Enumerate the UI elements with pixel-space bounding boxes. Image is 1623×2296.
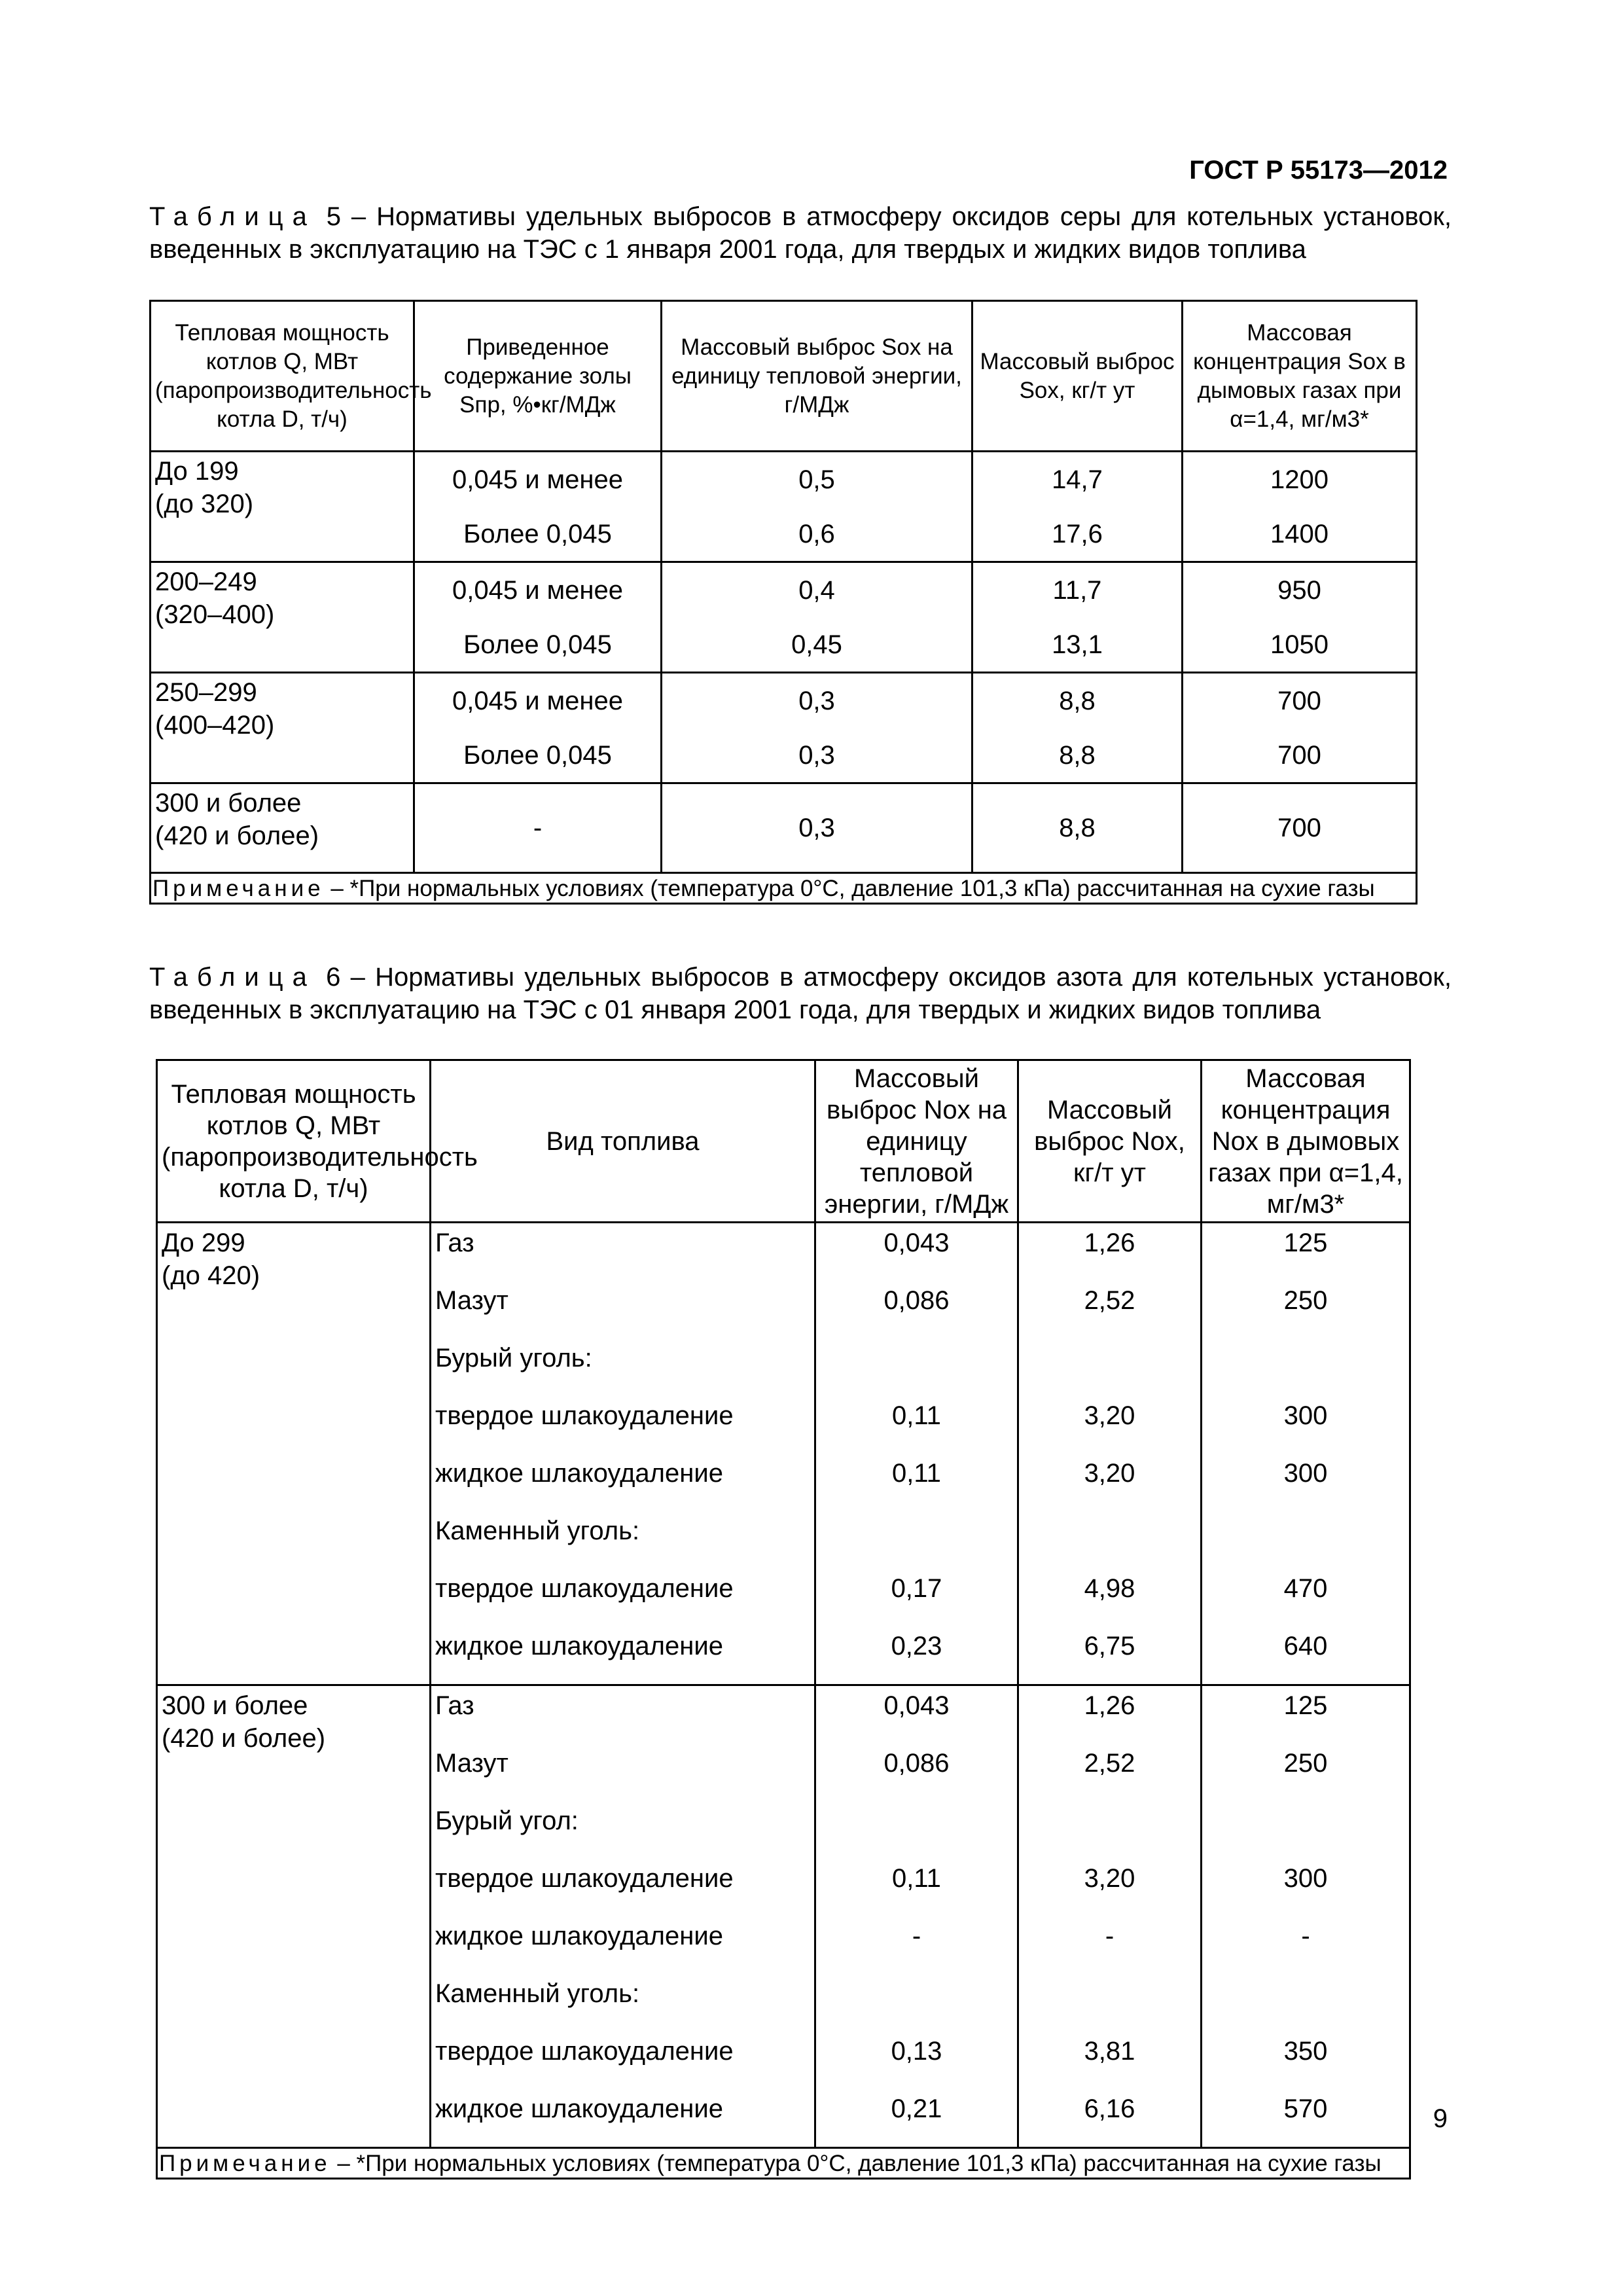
table-cell: Бурый уголь: xyxy=(431,1338,815,1396)
table-cell: 0,045 и менее xyxy=(414,562,662,618)
table-cell: твердое шлакоудаление xyxy=(431,1859,815,1916)
capacity-cell xyxy=(157,1223,431,1685)
note-label: Примечание xyxy=(152,876,325,901)
table5-header: Массовый выброс Sox, кг/т ут xyxy=(972,301,1183,452)
table-cell: 0,5 xyxy=(662,452,972,507)
table-cell: 950 xyxy=(1183,562,1417,618)
table-cell: 700 xyxy=(1183,728,1417,783)
table-cell: - xyxy=(1202,1916,1410,1974)
table5-header: Тепловая мощность котлов Q, МВт (паропроизводительность котла D, т/ч) xyxy=(151,301,414,452)
table5-label: Таблица xyxy=(149,202,316,231)
note-label: Примечание xyxy=(159,2151,331,2176)
table-cell: 8,8 xyxy=(972,728,1183,783)
table-cell: 17,6 xyxy=(972,507,1183,562)
table-cell: 0,043 xyxy=(815,1223,1018,1282)
table-cell: 125 xyxy=(1202,1223,1410,1282)
table5-header: Массовая концентрация Sox в дымовых газах при α=1,4, мг/м3* xyxy=(1183,301,1417,452)
table-cell: - xyxy=(815,1916,1018,1974)
table-cell: Более 0,045 xyxy=(414,507,662,562)
table-cell: жидкое шлакоудаление xyxy=(431,1454,815,1511)
table5-header: Массовый выброс Sox на единицу тепловой энергии, г/МДж xyxy=(662,301,972,452)
table-row xyxy=(151,562,1417,618)
table-row xyxy=(157,1223,1410,1282)
table-cell: 250 xyxy=(1202,1281,1410,1338)
table-cell: Мазут xyxy=(431,1281,815,1338)
table-cell: 3,20 xyxy=(1018,1859,1202,1916)
table-row xyxy=(151,673,1417,728)
capacity-cell xyxy=(157,1685,431,2148)
table-cell: 0,3 xyxy=(662,728,972,783)
table-cell: 1400 xyxy=(1183,507,1417,562)
table-cell: 0,45 xyxy=(662,617,972,673)
table5-title: 5 – Нормативы удельных выбросов в атмосферу оксидов серы для котельных установок, введенных в эксплуатацию на ТЭС с 1 января 2001 года, для твердых и жидких видов топлива xyxy=(149,202,1452,264)
table-cell xyxy=(1018,1338,1202,1396)
table-cell: 350 xyxy=(1202,2032,1410,2089)
table6-caption xyxy=(149,961,1452,1026)
table-cell: 300 xyxy=(1202,1859,1410,1916)
table-cell xyxy=(815,1974,1018,2032)
table-cell: 0,3 xyxy=(662,673,972,728)
standard-number: ГОСТ Р 55173—2012 xyxy=(1189,156,1448,185)
table5-note xyxy=(151,873,1417,904)
table-cell: 0,11 xyxy=(815,1396,1018,1454)
table-cell xyxy=(815,1338,1018,1396)
table-cell: 1200 xyxy=(1183,452,1417,507)
table-cell: Газ xyxy=(431,1685,815,1744)
table-cell: Газ xyxy=(431,1223,815,1282)
table-cell: 0,4 xyxy=(662,562,972,618)
table-cell: 0,045 и менее xyxy=(414,452,662,507)
table-cell: 640 xyxy=(1202,1626,1410,1685)
table6-title: 6 – Нормативы удельных выбросов в атмосферу оксидов азота для котельных установок, введенных в эксплуатацию на ТЭС с 01 января 2001 года, для твердых и жидких видов топлива xyxy=(149,963,1452,1024)
table-cell: 0,13 xyxy=(815,2032,1018,2089)
table-cell: 4,98 xyxy=(1018,1569,1202,1626)
table6-header: Тепловая мощность котлов Q, МВт (паропроизводительность котла D, т/ч) xyxy=(157,1060,431,1223)
capacity-cell xyxy=(151,562,414,673)
table-cell: 1,26 xyxy=(1018,1685,1202,1744)
capacity-line: (320–400) xyxy=(155,600,275,629)
table-cell: жидкое шлакоудаление xyxy=(431,1916,815,1974)
table-cell xyxy=(1018,1801,1202,1859)
table-cell: 0,17 xyxy=(815,1569,1018,1626)
table-cell: 13,1 xyxy=(972,617,1183,673)
capacity-cell xyxy=(151,452,414,562)
capacity-line: (400–420) xyxy=(155,711,275,740)
table6-note xyxy=(157,2148,1410,2179)
capacity-line: (до 420) xyxy=(162,1261,260,1290)
table-cell: 3,20 xyxy=(1018,1454,1202,1511)
table-cell: 8,8 xyxy=(972,673,1183,728)
table6 xyxy=(156,1059,1411,2179)
table-cell: 300 xyxy=(1202,1396,1410,1454)
table-cell: 3,81 xyxy=(1018,2032,1202,2089)
table6-header: Массовая концентрация Nox в дымовых газах при α=1,4, мг/м3* xyxy=(1202,1060,1410,1223)
table-cell: Каменный уголь: xyxy=(431,1511,815,1569)
note-text: – *При нормальных условиях (температура 0°С, давление 101,3 кПа) рассчитанная на сухие газы xyxy=(330,2151,1382,2176)
table-row xyxy=(151,783,1417,873)
capacity-line: До 299 xyxy=(162,1229,245,1257)
capacity-line: 300 и более xyxy=(162,1691,308,1720)
table6-header-row xyxy=(157,1060,1410,1223)
table-cell: 2,52 xyxy=(1018,1281,1202,1338)
capacity-line: До 199 xyxy=(155,457,239,486)
table-cell: 0,086 xyxy=(815,1281,1018,1338)
table-cell: 0,043 xyxy=(815,1685,1018,1744)
table-cell: Более 0,045 xyxy=(414,617,662,673)
capacity-line: (до 320) xyxy=(155,490,254,518)
table5-caption xyxy=(149,200,1452,266)
table6-header: Массовый выброс Nox, кг/т ут xyxy=(1018,1060,1202,1223)
table-cell: 1,26 xyxy=(1018,1223,1202,1282)
table-cell: жидкое шлакоудаление xyxy=(431,1626,815,1685)
table-cell: 2,52 xyxy=(1018,1744,1202,1801)
table-cell: твердое шлакоудаление xyxy=(431,2032,815,2089)
capacity-line: 300 и более xyxy=(155,789,302,817)
table-cell: жидкое шлакоудаление xyxy=(431,2089,815,2148)
capacity-line: 200–249 xyxy=(155,567,257,596)
capacity-line: 250–299 xyxy=(155,678,257,707)
table-cell: 1050 xyxy=(1183,617,1417,673)
table-cell xyxy=(815,1511,1018,1569)
table-cell: Мазут xyxy=(431,1744,815,1801)
table5-header: Приведенное содержание золы Sпр, %•кг/МДж xyxy=(414,301,662,452)
table-cell: Бурый угол: xyxy=(431,1801,815,1859)
table-cell: 570 xyxy=(1202,2089,1410,2148)
table-cell xyxy=(1018,1974,1202,2032)
table-row xyxy=(151,452,1417,507)
table-cell: 0,6 xyxy=(662,507,972,562)
table-cell: 700 xyxy=(1183,783,1417,873)
table-cell: Более 0,045 xyxy=(414,728,662,783)
table-cell: 0,11 xyxy=(815,1454,1018,1511)
table-cell xyxy=(1202,1801,1410,1859)
table-row xyxy=(157,1685,1410,1744)
table-cell: 6,16 xyxy=(1018,2089,1202,2148)
table5 xyxy=(149,300,1418,905)
table6-header: Вид топлива xyxy=(431,1060,815,1223)
capacity-cell xyxy=(151,673,414,783)
table-cell: 0,086 xyxy=(815,1744,1018,1801)
table-cell xyxy=(1018,1511,1202,1569)
table-cell: 0,23 xyxy=(815,1626,1018,1685)
table6-label: Таблица xyxy=(149,963,316,992)
capacity-line: (420 и более) xyxy=(155,821,319,850)
capacity-line: (420 и более) xyxy=(162,1724,326,1753)
note-text: – *При нормальных условиях (температура 0°С, давление 101,3 кПа) рассчитанная на сухие газы xyxy=(324,876,1375,901)
table-cell: Каменный уголь: xyxy=(431,1974,815,2032)
table-cell: твердое шлакоудаление xyxy=(431,1569,815,1626)
table6-header: Массовый выброс Nox на единицу тепловой энергии, г/МДж xyxy=(815,1060,1018,1223)
table-cell: 0,11 xyxy=(815,1859,1018,1916)
table-cell xyxy=(1202,1511,1410,1569)
capacity-cell xyxy=(151,783,414,873)
table-cell: 0,045 и менее xyxy=(414,673,662,728)
table-cell xyxy=(1202,1338,1410,1396)
page-number: 9 xyxy=(1433,2104,1448,2133)
table-cell: 3,20 xyxy=(1018,1396,1202,1454)
table-cell: 250 xyxy=(1202,1744,1410,1801)
table-cell: 0,3 xyxy=(662,783,972,873)
table5-header-row xyxy=(151,301,1417,452)
table-cell xyxy=(1202,1974,1410,2032)
table-cell: 700 xyxy=(1183,673,1417,728)
table-cell: 11,7 xyxy=(972,562,1183,618)
table-cell: 8,8 xyxy=(972,783,1183,873)
table-cell: 14,7 xyxy=(972,452,1183,507)
table-cell xyxy=(815,1801,1018,1859)
table-cell: 125 xyxy=(1202,1685,1410,1744)
table-cell: 0,21 xyxy=(815,2089,1018,2148)
table-cell: - xyxy=(1018,1916,1202,1974)
table-cell: 300 xyxy=(1202,1454,1410,1511)
table-cell: твердое шлакоудаление xyxy=(431,1396,815,1454)
table-cell: 6,75 xyxy=(1018,1626,1202,1685)
table-cell: - xyxy=(414,783,662,873)
table-cell: 470 xyxy=(1202,1569,1410,1626)
